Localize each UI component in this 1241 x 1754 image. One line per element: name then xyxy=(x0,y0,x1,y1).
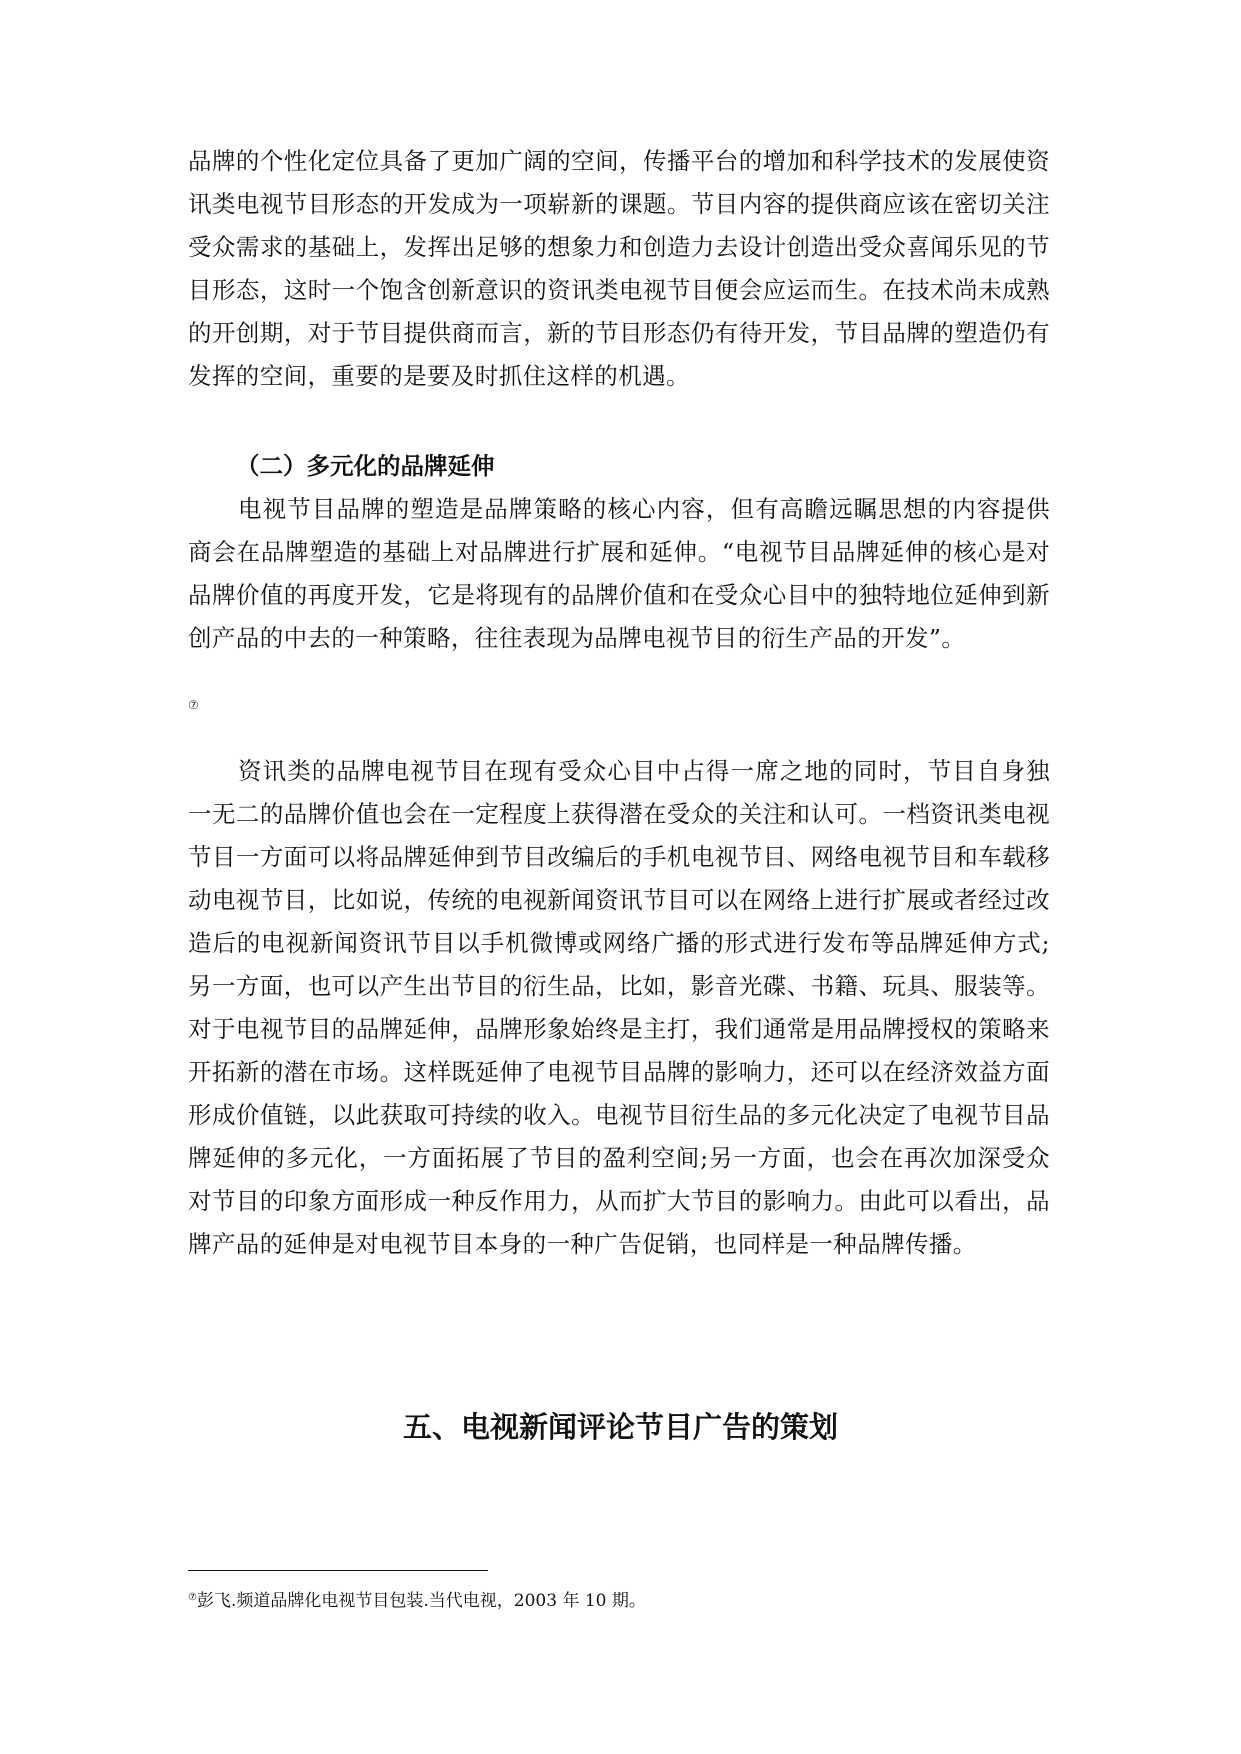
footnote-divider xyxy=(188,1570,488,1571)
paragraph-3: 资讯类的品牌电视节目在现有受众心目中占得一席之地的同时，节目自身独一无二的品牌价值也会在一定程度上获得潜在受众的关注和认可。一档资讯类电视节目一方面可以将品牌延伸到节目改编后的手机电视节目、网络电视节目和车载移动电视节目，比如说，传统的电视新闻资讯节目可以在网络上进行扩展或者经过改造后的电视新闻资讯节目以手机微博或网络广播的形式进行发布等品牌延伸方式;另一方面，也可以产生出节目的衍生品，比如，影音光碟、书籍、玩具、服装等。对于电视节目的品牌延伸，品牌形象始终是主打，我们通常是用品牌授权的策略来开拓新的潜在市场。这样既延伸了电视节目品牌的影响力，还可以在经济效益方面形成价值链，以此获取可持续的收入。电视节目衍生品的多元化决定了电视节目品牌延伸的多元化，一方面拓展了节目的盈利空间;另一方面，也会在再次加深受众对节目的印象方面形成一种反作用力，从而扩大节目的影响力。由此可以看出，品牌产品的延伸是对电视节目本身的一种广告促销，也同样是一种品牌传播。 xyxy=(188,757,1050,1258)
section-title: 五、电视新闻评论节目广告的策划 xyxy=(402,1410,838,1444)
paragraph-1: 品牌的个性化定位具备了更加广阔的空间，传播平台的增加和科学技术的发展使资讯类电视节目形态的开发成为一项崭新的课题。节目内容的提供商应该在密切关注受众需求的基础上，发挥出足够的想象力和创造力去设计创造出受众喜闻乐见的节目形态，这时一个饱含创新意识的资讯类电视节目便会应运而生。在技术尚未成熟的开创期，对于节目提供商而言，新的节目形态仍有待开发，节目品牌的塑造仍有发挥的空间，重要的是要及时抓住这样的机遇。 xyxy=(188,147,1050,390)
footnote xyxy=(188,1586,646,1613)
paragraph-2: 电视节目品牌的塑造是品牌策略的核心内容，但有高瞻远瞩思想的内容提供商会在品牌塑造的基础上对品牌进行扩展和延伸。“电视节目品牌延伸的核心是对品牌价值的再度开发，它是将现有的品牌价值和在受众心目中的独特地位延伸到新创产品的中去的一种策略，往往表现为品牌电视节目的衍生产品的开发”。 xyxy=(188,495,1050,652)
footnote-reference-marker[interactable]: ⑦ xyxy=(188,698,199,712)
footnote-marker: ⑦ xyxy=(188,1592,197,1603)
subheading-brand-extension: （二）多元化的品牌延伸 xyxy=(236,452,495,480)
footnote-text: 彭飞.频道品牌化电视节目包装.当代电视，2003 年 10 期。 xyxy=(196,1591,646,1611)
